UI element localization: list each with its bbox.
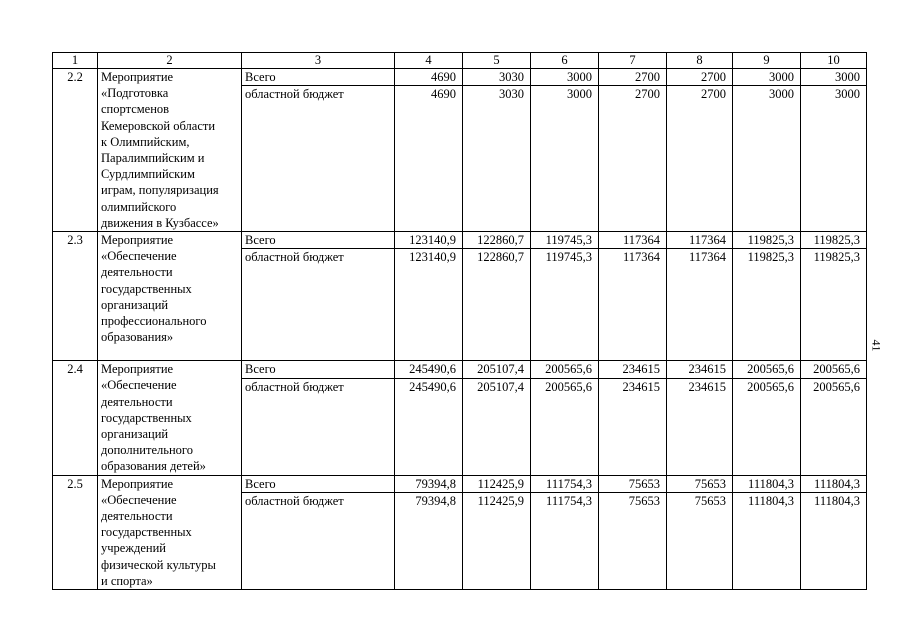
budget-value: 205107,4	[463, 378, 531, 475]
total-value: 4690	[395, 69, 463, 86]
total-value: 234615	[667, 361, 733, 378]
budget-value: 200565,6	[801, 378, 867, 475]
event-name-line: деятельности	[101, 509, 173, 524]
budget-value: 122860,7	[463, 249, 531, 361]
total-label: Всего	[242, 475, 395, 492]
total-label: Всего	[242, 69, 395, 86]
page-number: 41	[869, 339, 884, 352]
event-name-line: «Обеспечение	[101, 249, 177, 264]
budget-value: 111804,3	[733, 493, 801, 590]
total-value: 111804,3	[801, 475, 867, 492]
event-name-line: деятельности	[101, 265, 173, 280]
event-name-line: государственных	[101, 410, 192, 425]
budget-value: 200565,6	[531, 378, 599, 475]
event-name-line: государственных	[101, 525, 192, 540]
table-row-total	[53, 232, 867, 249]
total-value: 119745,3	[531, 232, 599, 249]
budget-table	[52, 52, 867, 590]
event-name-line: образования»	[101, 330, 174, 345]
event-name-line: спортсменов	[101, 102, 170, 117]
total-value: 3030	[463, 69, 531, 86]
budget-value: 3030	[463, 86, 531, 232]
event-name	[98, 475, 242, 589]
budget-value: 119745,3	[531, 249, 599, 361]
event-name-line: дополнительного	[101, 443, 193, 458]
header-cell: 4	[395, 53, 463, 69]
event-name-line: Сурдлимпийским	[101, 167, 195, 182]
event-name-line: и спорта»	[101, 573, 153, 588]
event-name-line: учреждений	[101, 541, 166, 556]
total-label: Всего	[242, 232, 395, 249]
event-name-line: деятельности	[101, 394, 173, 409]
event-name-line: «Обеспечение	[101, 378, 177, 393]
budget-value: 245490,6	[395, 378, 463, 475]
event-name	[98, 69, 242, 232]
event-name-line: к Олимпийским,	[101, 134, 190, 149]
row-number: 2.3	[53, 232, 98, 361]
budget-value: 75653	[667, 493, 733, 590]
budget-value: 117364	[599, 249, 667, 361]
table-row-total	[53, 361, 867, 378]
event-name-line: Мероприятие	[101, 70, 174, 84]
budget-value: 3000	[531, 86, 599, 232]
total-value: 3000	[733, 69, 801, 86]
event-name-line: образования детей»	[101, 459, 206, 474]
total-value: 111754,3	[531, 475, 599, 492]
budget-value: 112425,9	[463, 493, 531, 590]
header-cell: 7	[599, 53, 667, 69]
budget-value: 119825,3	[733, 249, 801, 361]
budget-label: областной бюджет	[242, 378, 395, 475]
total-value: 79394,8	[395, 475, 463, 492]
table-row-total	[53, 69, 867, 86]
event-name-line: государственных	[101, 281, 192, 296]
total-value: 112425,9	[463, 475, 531, 492]
event-name-line: Кемеровской области	[101, 118, 216, 133]
event-name-line: организаций	[101, 427, 169, 442]
budget-value: 200565,6	[733, 378, 801, 475]
header-cell: 9	[733, 53, 801, 69]
event-name-line: профессионального	[101, 314, 207, 329]
event-name-line: играм, популяризация	[101, 183, 219, 198]
event-name-line: Мероприятие	[101, 476, 174, 491]
budget-value: 119825,3	[801, 249, 867, 361]
event-name-line: Паралимпийским и	[101, 151, 205, 166]
event-name	[98, 361, 242, 475]
budget-value: 79394,8	[395, 493, 463, 590]
budget-value: 3000	[733, 86, 801, 232]
budget-value: 4690	[395, 86, 463, 232]
header-cell: 8	[667, 53, 733, 69]
total-value: 200565,6	[733, 361, 801, 378]
budget-value: 123140,9	[395, 249, 463, 361]
row-number: 2.2	[53, 69, 98, 232]
event-name-line: движения в Кузбассе»	[101, 215, 219, 230]
budget-value: 3000	[801, 86, 867, 232]
row-number: 2.5	[53, 475, 98, 589]
budget-value: 111754,3	[531, 493, 599, 590]
budget-label: областной бюджет	[242, 493, 395, 590]
total-value: 117364	[599, 232, 667, 249]
total-value: 234615	[599, 361, 667, 378]
row-number: 2.4	[53, 361, 98, 475]
header-cell: 6	[531, 53, 599, 69]
total-value: 75653	[599, 475, 667, 492]
table-row-total	[53, 475, 867, 492]
budget-value: 117364	[667, 249, 733, 361]
event-name-line: «Обеспечение	[101, 492, 177, 507]
total-value: 2700	[667, 69, 733, 86]
event-name	[98, 232, 242, 361]
event-name-line: физической культуры	[101, 557, 216, 572]
budget-label: областной бюджет	[242, 86, 395, 232]
event-name-line: Мероприятие	[101, 362, 174, 377]
header-cell: 10	[801, 53, 867, 69]
event-name-line: «Подготовка	[101, 86, 169, 101]
total-value: 200565,6	[801, 361, 867, 378]
budget-value: 75653	[599, 493, 667, 590]
budget-label: областной бюджет	[242, 249, 395, 361]
event-name-line: олимпийского	[101, 199, 177, 214]
total-value: 245490,6	[395, 361, 463, 378]
budget-value: 2700	[599, 86, 667, 232]
total-value: 3000	[531, 69, 599, 86]
total-value: 119825,3	[801, 232, 867, 249]
total-value: 75653	[667, 475, 733, 492]
total-value: 205107,4	[463, 361, 531, 378]
total-value: 123140,9	[395, 232, 463, 249]
total-value: 117364	[667, 232, 733, 249]
budget-value: 234615	[667, 378, 733, 475]
budget-value: 111804,3	[801, 493, 867, 590]
header-cell: 5	[463, 53, 531, 69]
total-value: 111804,3	[733, 475, 801, 492]
event-name-line: Мероприятие	[101, 233, 174, 248]
total-value: 122860,7	[463, 232, 531, 249]
event-name-line: организаций	[101, 297, 169, 312]
total-value: 2700	[599, 69, 667, 86]
header-cell: 2	[98, 53, 242, 69]
header-cell: 3	[242, 53, 395, 69]
budget-value: 2700	[667, 86, 733, 232]
budget-value: 234615	[599, 378, 667, 475]
header-cell: 1	[53, 53, 98, 69]
total-label: Всего	[242, 361, 395, 378]
total-value: 3000	[801, 69, 867, 86]
total-value: 119825,3	[733, 232, 801, 249]
header-row	[53, 53, 867, 69]
total-value: 200565,6	[531, 361, 599, 378]
